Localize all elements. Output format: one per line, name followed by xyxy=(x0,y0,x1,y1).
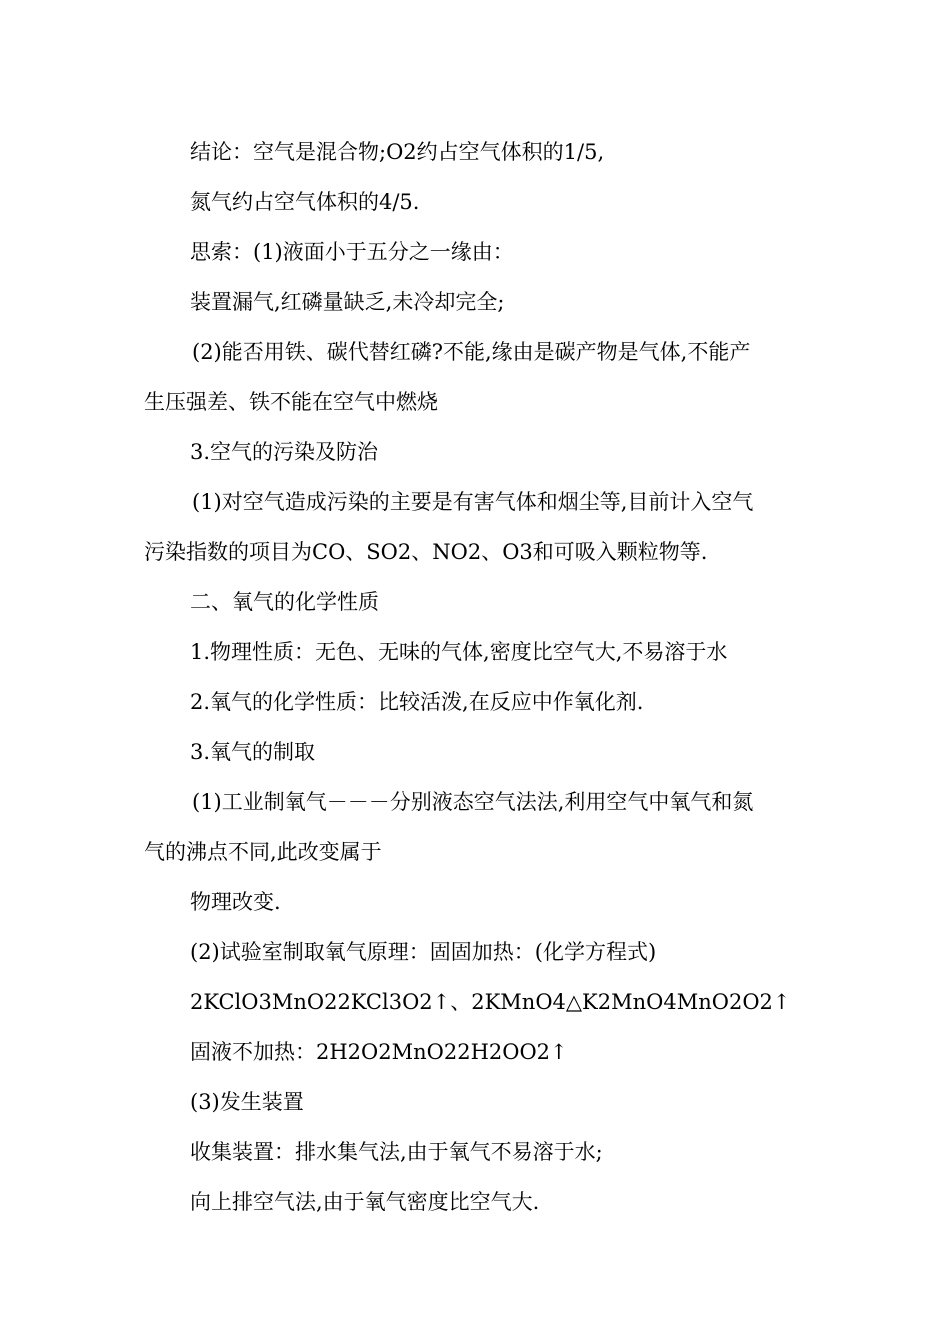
text-line: 生压强差、铁不能在空气中燃烧 xyxy=(144,390,438,414)
text-line: 装置漏气,红磷量缺乏,未冷却完全; xyxy=(190,290,505,314)
text-line: 向上排空气法,由于氧气密度比空气大. xyxy=(190,1190,540,1214)
text-line: 物理改变. xyxy=(190,890,281,914)
text-line: 氮气约占空气体积的4/5. xyxy=(190,190,420,214)
text-line: 2.氧气的化学性质：比较活泼,在反应中作氧化剂. xyxy=(190,690,644,714)
text-line: 污染指数的项目为CO、SO2、NO2、O3和可吸入颗粒物等. xyxy=(144,540,708,564)
text-line: (2)试验室制取氧气原理：固固加热：(化学方程式) xyxy=(190,940,657,964)
section-heading: 二、氧气的化学性质 xyxy=(190,590,379,614)
equation-line: 2KClO3MnO22KCl3O2↑、2KMnO4△K2MnO4MnO2O2↑ xyxy=(190,990,791,1014)
text-line: (3)发生装置 xyxy=(190,1090,304,1114)
section-heading: 3.空气的污染及防治 xyxy=(190,440,379,464)
equation-line: 固液不加热：2H2O2MnO22H2OO2↑ xyxy=(190,1040,568,1064)
text-line: (1)工业制氧气－－－分别液态空气法法,利用空气中氧气和氮 xyxy=(192,790,754,814)
text-line: 气的沸点不同,此改变属于 xyxy=(144,840,382,864)
text-line: (1)对空气造成污染的主要是有害气体和烟尘等,目前计入空气 xyxy=(192,490,754,514)
text-line: 结论：空气是混合物;O2约占空气体积的1/5, xyxy=(190,140,605,164)
text-line: (2)能否用铁、碳代替红磷?不能,缘由是碳产物是气体,不能产 xyxy=(192,340,751,364)
text-line: 收集装置：排水集气法,由于氧气不易溶于水; xyxy=(190,1140,603,1164)
text-line: 思索：(1)液面小于五分之一缘由： xyxy=(190,240,514,264)
text-line: 1.物理性质：无色、无味的气体,密度比空气大,不易溶于水 xyxy=(190,640,728,664)
section-heading: 3.氧气的制取 xyxy=(190,740,316,764)
